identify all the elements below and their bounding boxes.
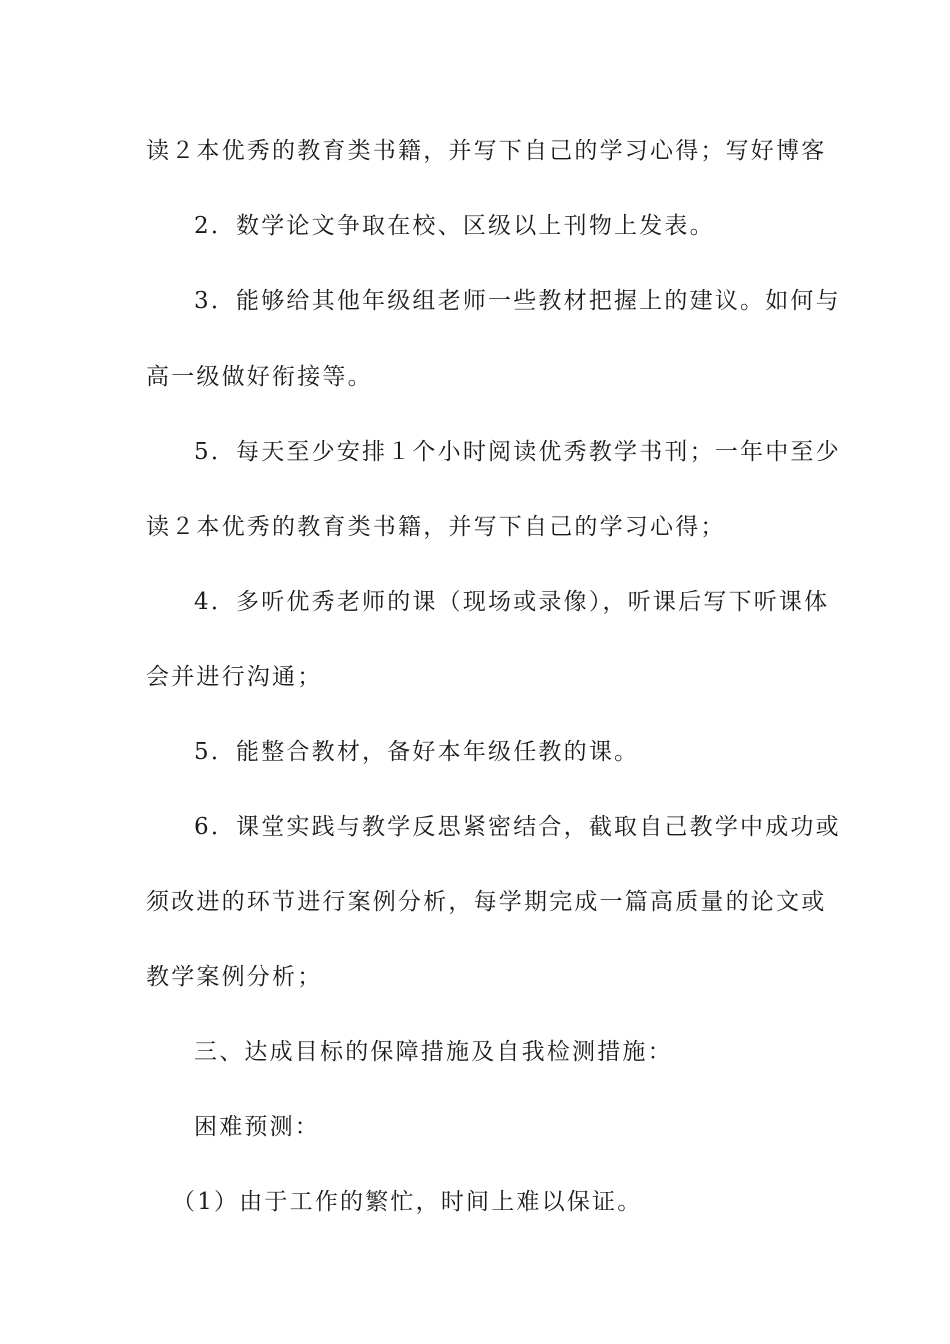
paragraph-line: 读２本优秀的教育类书籍，并写下自己的学习心得；写好博客 xyxy=(146,138,827,164)
paragraph-line: 4．多听优秀老师的课（现场或录像），听课后写下听课体 xyxy=(194,589,830,615)
paragraph-line: 须改进的环节进行案例分析，每学期完成一篇高质量的论文或 xyxy=(146,889,827,915)
paragraph-line: 6．课堂实践与教学反思紧密结合，截取自己教学中成功或 xyxy=(194,814,841,840)
paragraph-line: 教学案例分析； xyxy=(146,964,323,990)
paragraph-line: 高一级做好衔接等。 xyxy=(146,364,373,390)
paragraph-line: 2．数学论文争取在校、区级以上刊物上发表。 xyxy=(194,213,715,239)
paragraph-line: 会并进行沟通； xyxy=(146,664,323,690)
paragraph-line: 5．每天至少安排１个小时阅读优秀教学书刊；一年中至少 xyxy=(194,439,841,465)
paragraph-line: 读２本优秀的教育类书籍，并写下自己的学习心得； xyxy=(146,514,726,540)
list-item: （1）由于工作的繁忙，时间上难以保证。 xyxy=(172,1189,643,1215)
section-heading: 三、达成目标的保障措施及自我检测措施： xyxy=(194,1039,673,1065)
subheading: 困难预测： xyxy=(194,1114,320,1140)
paragraph-line: 3．能够给其他年级组老师一些教材把握上的建议。如何与 xyxy=(194,288,841,314)
paragraph-line: 5．能整合教材，备好本年级任教的课。 xyxy=(194,739,640,765)
